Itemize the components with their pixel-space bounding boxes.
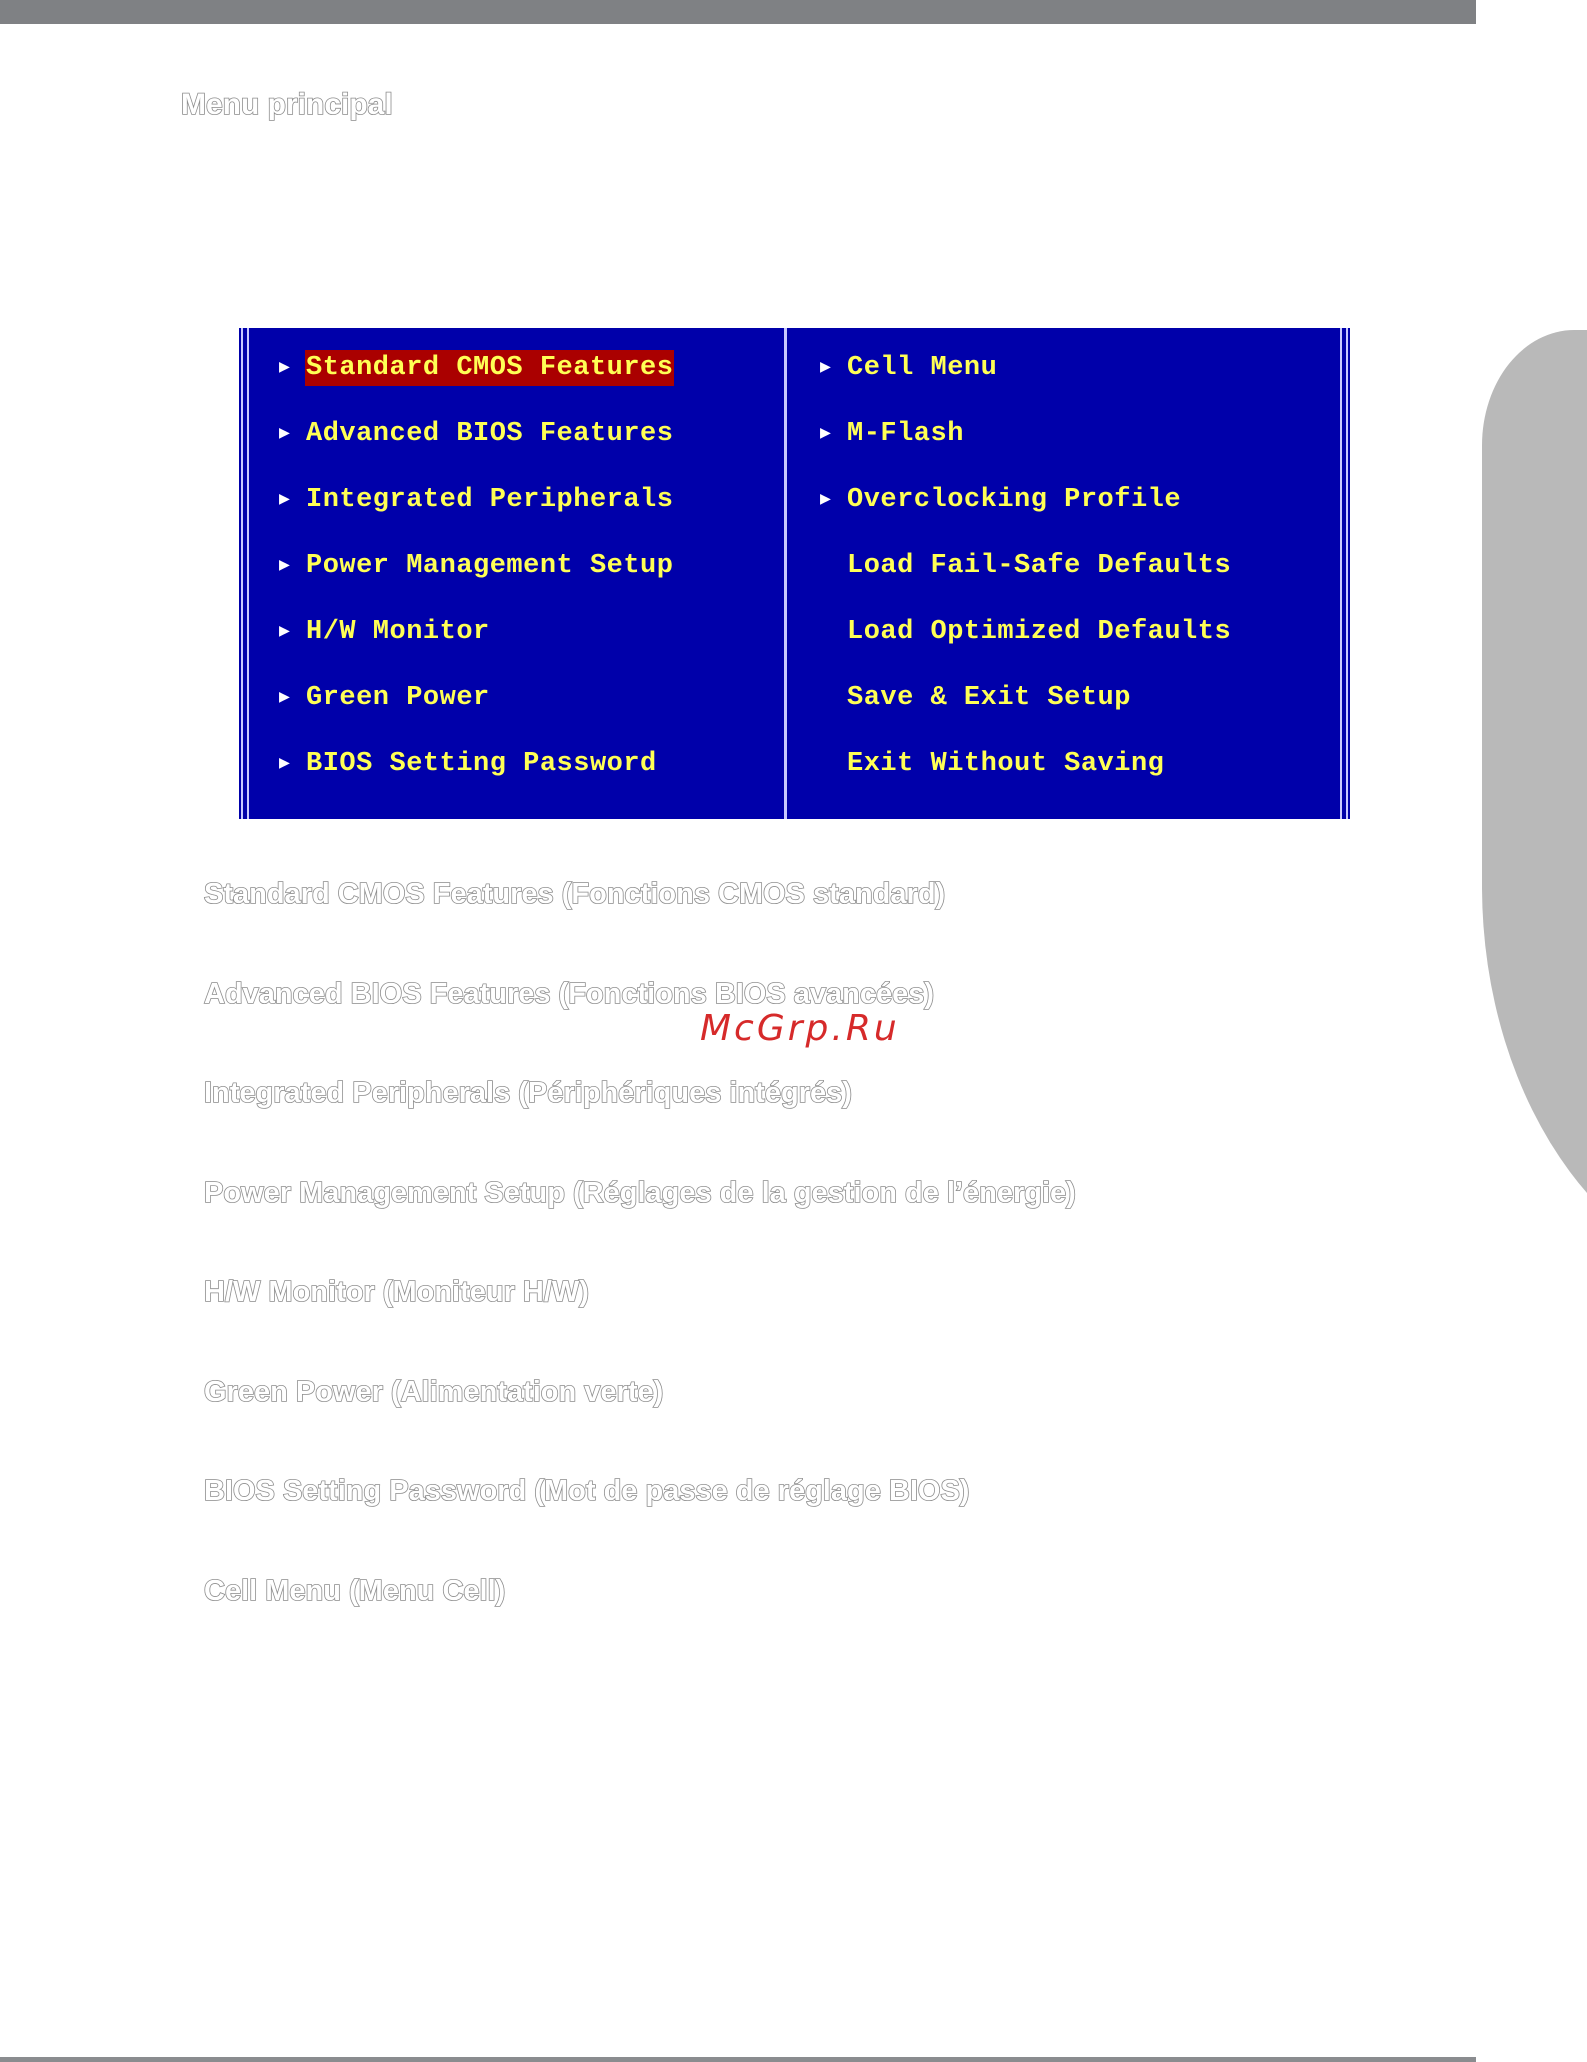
- bios-item-save-exit-setup[interactable]: [820, 680, 1232, 746]
- bios-item-overclocking-profile[interactable]: [820, 482, 1232, 548]
- description-heading: Integrated Peripherals (Périphériques intégrés): [204, 1077, 852, 1109]
- bios-item-advanced-bios-features[interactable]: [279, 416, 674, 482]
- bios-item-label: Overclocking Profile: [847, 485, 1182, 515]
- section-title: Menu principal: [181, 88, 393, 121]
- bios-item-label: Cell Menu: [847, 353, 998, 383]
- bios-item-integrated-peripherals[interactable]: [279, 482, 674, 548]
- bios-item-label: BIOS Setting Password: [306, 749, 657, 779]
- watermark: McGrp.Ru: [700, 1008, 900, 1049]
- triangle-right-icon: ▶: [279, 490, 291, 510]
- description-heading: Standard CMOS Features (Fonctions CMOS standard): [204, 878, 946, 910]
- bios-item-label: Save & Exit Setup: [847, 683, 1131, 713]
- bios-item-load-optimized-defaults[interactable]: [820, 614, 1232, 680]
- triangle-right-icon: ▶: [279, 424, 291, 444]
- bios-main-menu-screen: [239, 328, 1350, 819]
- triangle-right-icon: ▶: [820, 424, 832, 444]
- bios-left-border: [241, 328, 249, 819]
- triangle-right-icon: ▶: [279, 754, 291, 774]
- description-heading: BIOS Setting Password (Mot de passe de réglage BIOS): [204, 1475, 970, 1507]
- bios-item-cell-menu[interactable]: [820, 350, 1232, 416]
- top-header-bar: [0, 0, 1476, 24]
- description-heading: Cell Menu (Menu Cell): [204, 1574, 506, 1607]
- bios-item-hw-monitor[interactable]: [279, 614, 674, 680]
- bios-left-column: [279, 350, 674, 812]
- description-heading: H/W Monitor (Moniteur H/W): [204, 1276, 589, 1308]
- bottom-rule: [0, 2057, 1476, 2062]
- triangle-right-icon: ▶: [279, 688, 291, 708]
- bios-item-green-power[interactable]: [279, 680, 674, 746]
- bios-item-label: M-Flash: [847, 419, 964, 449]
- description-heading: Green Power (Alimentation verte): [204, 1375, 664, 1408]
- bios-right-border: [1340, 328, 1348, 819]
- bios-right-column: [820, 350, 1232, 812]
- bios-item-label: Advanced BIOS Features: [306, 419, 674, 449]
- description-list: [204, 878, 1076, 1674]
- bios-item-label: Exit Without Saving: [847, 749, 1165, 779]
- bios-item-label: H/W Monitor: [306, 617, 490, 647]
- bios-item-label: Power Management Setup: [306, 551, 674, 581]
- bios-item-label: Load Fail-Safe Defaults: [847, 551, 1232, 581]
- bios-item-label: Green Power: [306, 683, 490, 713]
- triangle-right-icon: ▶: [279, 556, 291, 576]
- bios-item-load-fail-safe-defaults[interactable]: [820, 548, 1232, 614]
- bios-item-standard-cmos-features[interactable]: [279, 350, 674, 416]
- bios-column-divider: [784, 328, 787, 819]
- bios-item-bios-setting-password[interactable]: [279, 746, 674, 812]
- bios-item-label: Standard CMOS Features: [305, 350, 674, 386]
- triangle-right-icon: ▶: [820, 490, 832, 510]
- side-chapter-tab: [1482, 330, 1587, 1290]
- bios-item-m-flash[interactable]: [820, 416, 1232, 482]
- bios-item-exit-without-saving[interactable]: [820, 746, 1232, 812]
- bios-item-power-management-setup[interactable]: [279, 548, 674, 614]
- triangle-right-icon: ▶: [279, 358, 291, 378]
- description-heading: Advanced BIOS Features (Fonctions BIOS avancées): [204, 977, 935, 1010]
- triangle-right-icon: ▶: [279, 622, 291, 642]
- bios-item-label: Load Optimized Defaults: [847, 617, 1232, 647]
- description-heading: Power Management Setup (Réglages de la gestion de l’énergie): [204, 1176, 1076, 1209]
- bios-item-label: Integrated Peripherals: [306, 485, 674, 515]
- triangle-right-icon: ▶: [820, 358, 832, 378]
